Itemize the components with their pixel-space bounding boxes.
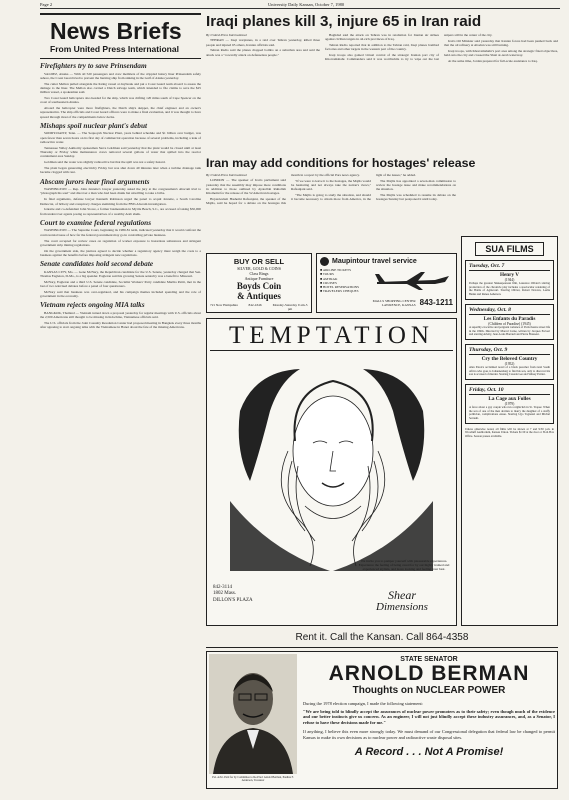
- iraq-headline: Iraqi planes kill 3, injure 65 in Iran raid: [206, 13, 482, 30]
- pol-ad-disclaimer: Pol. Advt. Paid for by Committee to Re-Elect Arnold Berman, Pauline F. Anderson, Treasurer: [212, 776, 294, 783]
- brief-paragraph: KANSAS CITY, Mo. — Gene McNary, the Republican candidate for the U.S. Senate, yesterday charged that Sen. Thomas Eagleton, D-Mo., is a big spender. Eagleton said his growing Senate seniority was a benefit to Missouri.: [40, 269, 201, 278]
- travel-service-item: ■ HOTEL RESERVATIONS: [320, 285, 360, 290]
- hostages-byline: By United Press International: [206, 173, 247, 177]
- travel-phone: 843-1211: [419, 298, 453, 307]
- film-subtitle: (1952): [504, 361, 515, 366]
- brief-story: [40, 122, 201, 175]
- brief-paragraph: The cutter Mellon pulled alongside the listing vessel at daybreak and put a Coast Guard team aboard to assess the damage to the liner. The Mellon also carried a Dutch salvage team, which intended to file claims to save the $25 million vessel, a spokesman said.: [40, 81, 201, 95]
- film-item: [465, 384, 554, 424]
- travel-services-list: [320, 268, 375, 297]
- brief-paragraph: The court accepted for review cases on regulation of worker exposure to hazardous substances and stringent government strip mining regulations.: [40, 238, 201, 247]
- berman-political-ad: [206, 651, 558, 789]
- hostages-body: [206, 173, 456, 206]
- hostages-paragraph: Hojatoleslam Hashemi Rafsanjani, the speaker of the Majlis, said he hoped for a debate on the hostages this month in a report by the official Pars news agency.: [206, 173, 360, 206]
- iraq-paragraph: Iran's Oil Minister said yesterday that Iranian forces had been pushed back and that the oil refinery at Abadan was still burning.: [444, 38, 558, 48]
- film-description: A superbly evocative and poignant romance of Paris theatre street life in the 1840s. Directed by Marcel Carne, written by Jacques Prevert and starring Arletty, Jean-Louis Barrault and Pierre Brasseur.: [469, 324, 550, 337]
- hostages-paragraph: "If we were to leave it to the hostages, the Majlis would be hesitating and not always take the nation's views," Rafsanjani said.: [291, 178, 371, 192]
- paper-dateline: University Daily Kansan, October 7, 1980: [268, 2, 345, 7]
- hostages-story: [206, 156, 476, 263]
- film-title: Cry the Beloved Country: [481, 355, 538, 362]
- hostages-paragraph: The Majlis has appointed a seven-man commission to review the hostage issue and make recommendations on the situation.: [376, 178, 456, 192]
- brief-story: [40, 260, 201, 298]
- globe-icon: [320, 257, 329, 266]
- brief-paragraph: VALDEZ, Alaska — With all 520 passengers and crew members of the crippled luxury liner Prinsendam safely ashore, the Coast Guard tried to prevent the burning ship from sinking in the Gulf of Alaska yesterday.: [40, 71, 201, 80]
- brief-headline: Senate candidates hold second debate: [40, 259, 154, 269]
- travel-service-item: ■ TOURS: [320, 272, 334, 277]
- boyds-line1: BUY OR SELL: [233, 257, 285, 266]
- film-description: A farce about a gay couple who run a nightclub in St. Tropez. When the son of one of the men decides to marry the daughter of a stuffy politician, complications ensue. Starring Ugo Tognazzi and Michel Serrault.: [469, 405, 550, 420]
- temptation-ad: [206, 318, 457, 626]
- brief-paragraph: The U.S. officials from the Joint Casualty Resolution Center had proposed meeting in Bangkok every three months after agreeing to start ongoing talks with the Vietnamese in Hanoi about the fate of the missing Americans.: [40, 321, 201, 330]
- film-title: Henry V: [499, 272, 520, 278]
- hostages-paragraph: The Majlis was scheduled to resume its debate on the hostages Sunday but postponed it until today.: [376, 193, 456, 202]
- brief-paragraph: McNary said that business was over-regulated, and his campaign themes included spending and the role of government in the economy.: [40, 289, 201, 299]
- film-date: Wednesday, Oct. 8: [469, 307, 550, 315]
- shear-dimensions-logo: [357, 589, 447, 613]
- brief-headline: Mishaps spoil nuclear plant's debut: [40, 120, 148, 130]
- maupintour-name: Maupintour travel service: [332, 258, 417, 265]
- travel-service-item: ■ AIRLINE TICKETS: [320, 268, 351, 272]
- brief-paragraph: BANGKOK, Thailand — Vietnam turned down a proposal yesterday for regular meetings with U.S. officials about the 2,500 Americans still thought to be missing in Indochina, Vietnamese officials said.: [40, 310, 201, 320]
- brief-headline: Vietnam rejects ongoing MIA talks: [40, 300, 145, 310]
- logo-word-2: Dimensions: [376, 601, 428, 613]
- film-title: La Cage aux Folles: [488, 395, 531, 402]
- temptation-address: 1802 Mass.: [213, 591, 237, 597]
- hostages-headline: Iran may add conditions for hostages' release: [206, 156, 476, 170]
- iraq-story: [206, 13, 558, 151]
- iraq-paragraph: TEHRAN — Iraqi warplanes, in a raid over Tehran yesterday, killed three people and injured 65 others, Iranian officials said.: [206, 38, 320, 47]
- boyds-hours: Monday-Saturday 9 am-5 pm: [272, 303, 308, 311]
- iraq-paragraph: Iraqi troops, with Khorramshahr's port area among the strategic fixed objectives, held onto the city and crossed the Shatt al-Arab waterway.: [444, 48, 558, 58]
- hostages-paragraph: "The Majlis is going to study the situation, and should it become necessary to obtain more from America, in the light of the issues," he added.: [291, 173, 416, 202]
- brief-headline: Court to examine federal regulations: [40, 217, 152, 227]
- woman-portrait-illustration: [210, 351, 453, 576]
- brief-paragraph: Aboard the helicopter were more firefighters, the Dutch ship's skipper, the chief engineer and an owner's representative. The ship officials and Coast Guard officers were to make a final evaluation, and it was thought to have spread through most of the compartments below decks.: [40, 106, 201, 119]
- boyds-phone: 842-4346: [248, 303, 262, 307]
- iraq-byline: By United Press International: [206, 33, 247, 37]
- film-item: [465, 344, 554, 380]
- berman-kicker: STATE SENATOR: [400, 656, 458, 663]
- brief-story: [40, 219, 201, 257]
- kansan-classifieds-ad: [206, 631, 558, 648]
- iraq-body: [206, 33, 558, 151]
- film-subtitle: (1944): [504, 278, 515, 282]
- film-subtitle: (Children of Paradise) (1945): [488, 321, 531, 326]
- news-briefs-stories: [40, 62, 201, 330]
- film-footer: Unless otherwise noted, all films will be shown at 7 and 9:30 p.m. in Woodruff Auditorium, Kansas Union. Tickets $1.50 at the door or SUA Box Office. Season passes available.: [465, 426, 554, 438]
- boyds-line4: Antique Furniture: [244, 276, 274, 281]
- brief-paragraph: WASHINGTON — The Supreme Court, beginning its 1980-81 term, indicated yesterday that it would confront the controversial issue of how far the federal government may go in controlling private business.: [40, 228, 201, 237]
- travel-address: MALLS SHOPPING CENTER: [372, 299, 416, 303]
- film-item: [465, 304, 554, 340]
- boyds-line3: Class Rings: [249, 271, 269, 276]
- film-list: [465, 260, 554, 424]
- berman-body: If anything, I believe this even more strongly today. We must demand of our Congressional delegation that federal law be changed to permit Kansas to make its own decisions as to nuclear power and radioactive waste disposal sites.: [303, 729, 555, 740]
- iraq-paragraph: Baghdad said the attack on Tehran was in retaliation for Iranian air strikes against civilian targets in oil-rich provinces of Iraq.: [325, 33, 439, 42]
- film-date: Thursday, Oct. 9: [469, 347, 550, 355]
- maupintour-ad: [316, 253, 457, 313]
- berman-name: ARNOLD BERMAN: [328, 662, 530, 685]
- brief-paragraph: SODDY-DAISY, Tenn. — The Sequoyah Nuclear Plant, years behind schedule and $1 billion over budget, was open fewer than seven hours on its first day of commercial operation because of several problems, including a leak of radioactive water.: [40, 131, 201, 145]
- kansan-ad-text: Rent it. Call the Kansan. Call 864-4358: [295, 632, 469, 643]
- brief-paragraph: Jenrette and co-defendant John Stowe, a former businessman in Myrtle Beach, S.C., are accused of taking $50,000 from undercover agents posing as representatives of a wealthy Arab sheik.: [40, 207, 201, 216]
- brief-paragraph: WASHINGTON — Rep. John Jenrette's lawyer yesterday asked the jury at the congressman's Abscam trial to "photograph his soul" and discover a man who had been drunk but unwilling to take a bribe.: [40, 187, 201, 196]
- airplane-icon: [375, 268, 453, 292]
- boyds-line2: SILVER, GOLD & COINS: [237, 266, 281, 271]
- brief-story: [40, 301, 201, 329]
- page-header: [40, 2, 560, 9]
- brief-paragraph: On the government side, the justices agreed to decide whether a regulatory agency must weigh the costs to a business against the benefits before imposing stringent new regulations.: [40, 248, 201, 257]
- brief-paragraph: Tennessee Valley Authority spokesman Steve Goldman said yesterday that the plant would be closed until at least Thursday or Friday while maintenance crews removed several gallons of water that spilled into the reactor containment area Sunday.: [40, 145, 201, 159]
- brief-paragraph: Goldman said the water was slightly radioactive but that the spill was not a safety hazard.: [44, 160, 166, 165]
- brief-paragraph: The plant began generating electricity Friday but was shut down 40 minutes later when a turbine drainage tank became clogged with rust.: [40, 166, 201, 175]
- news-briefs-subtitle: From United Press International: [50, 44, 179, 54]
- travel-city: LAWRENCE, KANSAS: [381, 303, 416, 307]
- travel-service-item: ■ TRAVELERS CHEQUES: [320, 289, 359, 294]
- candidate-photo: [209, 654, 297, 774]
- brief-story: [40, 62, 201, 119]
- page-number: Page 2: [40, 2, 53, 7]
- travel-service-item: ■ AMTRAK: [320, 276, 338, 281]
- brief-paragraph: In final arguments, defense lawyer Kenneth Robinson urged the panel to acquit Jenrette, a South Carolina Democrat, of bribery and conspiracy charges stemming from the FBI's Abscam investigation.: [40, 197, 201, 206]
- iraq-paragraph: At the same time, Jordan prepared for full-scale assistance to Iraq.: [448, 58, 538, 63]
- film-date: Friday, Oct. 10: [469, 387, 550, 395]
- news-briefs-title: News Briefs: [50, 18, 182, 44]
- boyds-brand1: Boyds Coin: [236, 281, 282, 291]
- sua-films-ad: [461, 236, 558, 626]
- boyds-address: 721 New Hampshire: [210, 303, 239, 307]
- news-briefs-column: [40, 13, 201, 788]
- berman-slogan: A Record . . . Not A Promise!: [354, 746, 504, 758]
- berman-thoughts: Thoughts on NUCLEAR POWER: [352, 685, 506, 696]
- boyds-brand2: & Antiques: [237, 291, 281, 301]
- news-briefs-masthead: [40, 13, 201, 59]
- iraq-paragraph: Iraqi troops also gained virtual control of the strategic Iranian port city of Khorramshahr. Commanders said it was worthwhile to try to wipe out the last snipers still in the center of the city.: [325, 33, 493, 62]
- sua-films-logo: SUA FILMS: [475, 242, 544, 256]
- berman-intro: During the 1978 election campaign, I made the following statement:: [303, 701, 423, 706]
- iraq-paragraph: Tehran Radio reported that in addition to the Tehran raid, Iraqi planes bombed factories and other targets in the western part of the country.: [325, 43, 439, 52]
- film-item: [465, 260, 554, 300]
- logo-word-1: Shear: [388, 588, 416, 602]
- iraq-paragraph: Tehran Radio said the planes dropped bombs on a suburban area and said the attack was a "cowardly attack on defenseless people.": [206, 48, 320, 57]
- temptation-phone: 842-3114: [213, 585, 232, 590]
- boyds-coin-ad: [206, 253, 312, 313]
- film-subtitle: (1979): [504, 401, 515, 406]
- temptation-wordmark: TEMPTATION: [210, 322, 453, 351]
- brief-story: [40, 178, 201, 216]
- hostages-paragraph: LONDON — The speaker of Iran's parliament said yesterday that the assembly may impose more conditions in addition to those outlined by Ayatollah Ruhollah Khomeini for the release of the 52 American hostages.: [206, 178, 286, 196]
- temptation-copy: We invite you to pamper yourself with pleasurable experiences. Experience the feeling of being cared for by our highly trained and experienced stylists, and leave looking and feeling your best.: [358, 559, 450, 572]
- travel-service-item: ■ CRUISES: [320, 280, 337, 285]
- temptation-plaza: DILLON'S PLAZA: [213, 597, 253, 603]
- film-description: Perhaps the greatest Shakespearean film, Laurence Olivier's stirring production of the chronicle play includes a spectacular rendering of the Battle of Agincourt. Starring Olivier, Robert Newton, Leslie Banks and Renee Asherson.: [469, 281, 550, 297]
- film-date: Tuesday, Oct. 7: [469, 263, 550, 271]
- brief-paragraph: Two Coast Guard helicopters also headed for the ship, which was drifting 120 miles south of Cape Spencer on the coast of southeastern Alaska.: [40, 95, 201, 105]
- brief-paragraph: McNary, Eagleton and a third U.S. Senate candidate, Socialist Workers' Party candidate Martha Pettit, met in the last of two televised debates before a panel of four questioners.: [40, 279, 201, 289]
- brief-headline: Abscam jurors hear final arguments: [40, 176, 150, 186]
- film-description: Alan Paton's acclaimed novel of a black preacher from rural South Africa who goes to Johannesburg to find his son, only to discover his son is accused of murder. Starring Canada Lee and Sidney Poitier.: [469, 365, 550, 377]
- brief-headline: Firefighters try to save Prinsendam: [40, 61, 147, 70]
- film-title: Les Enfants du Paradis: [483, 315, 536, 322]
- berman-quote: "We are being told to blindly accept the assurances of nuclear power promoters as to their safety; even though much of the evidence and our better instincts give us concern. As an engineer, I will not just blindly accept these industry assurances, and, as a Senator, I refuse to have these decisions made for me.": [303, 708, 555, 725]
